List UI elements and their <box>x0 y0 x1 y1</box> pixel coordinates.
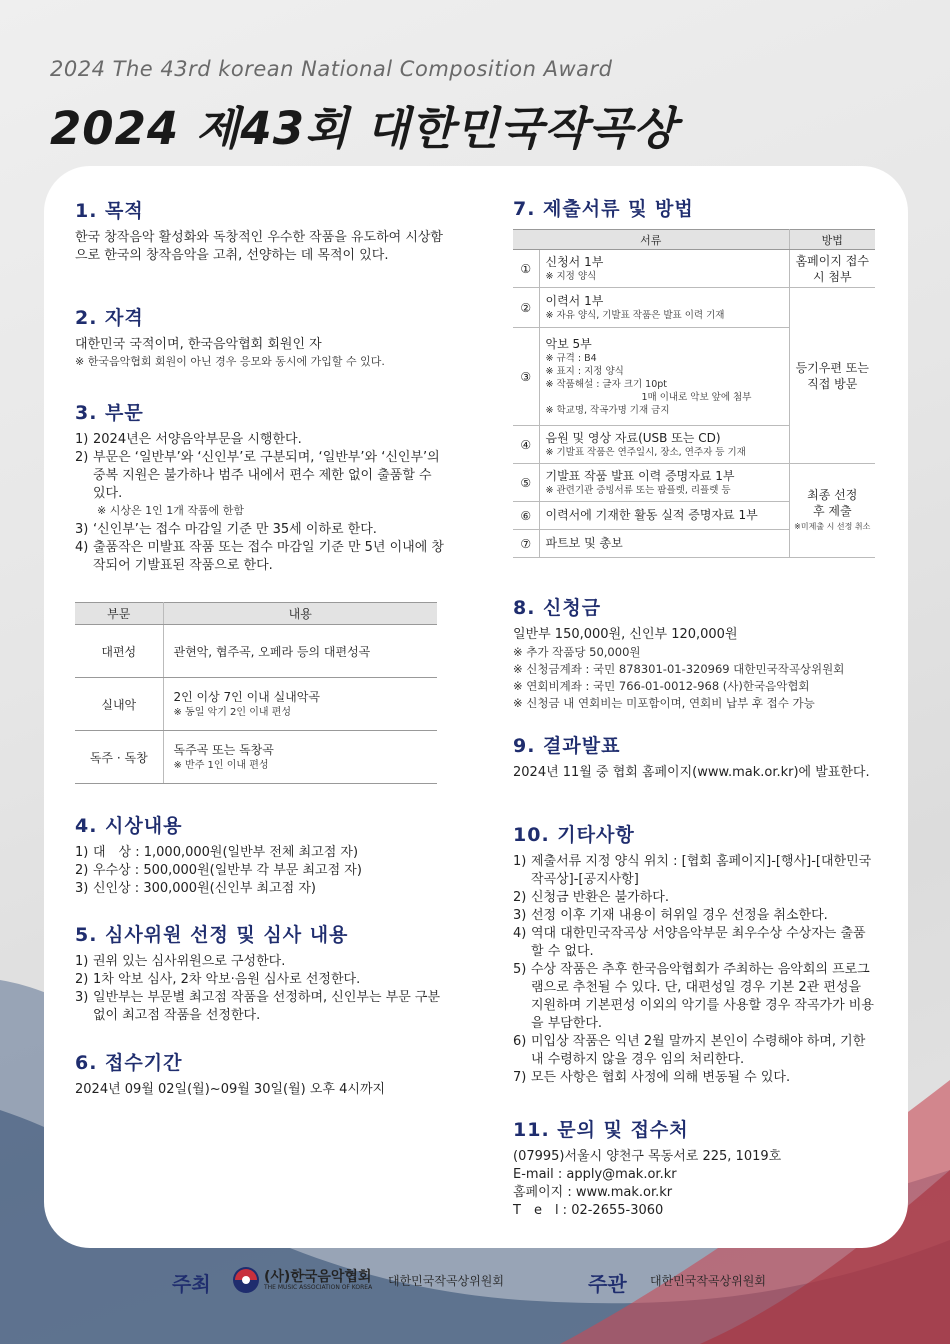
header-title: 2024 제43회 대한민국작곡상 <box>50 102 678 155</box>
item-text: 신청금 반환은 불가하다. <box>531 890 669 905</box>
table-cell: 실내악 <box>75 678 163 731</box>
cell-desc: 2인 이상 7인 이내 실내악곡 <box>173 689 320 704</box>
table-cell <box>539 250 789 288</box>
category-note: ※ 시상은 1인 1개 작품에 한함 <box>97 504 244 517</box>
eligibility-note: ※ 한국음악협회 회원이 아닌 경우 응모와 동시에 가입할 수 있다. <box>75 355 385 368</box>
item-text: ‘신인부’는 접수 마감일 기준 만 35세 이하로 한다. <box>93 522 377 537</box>
item-num: 1) <box>513 854 527 869</box>
row-num: ① <box>513 250 539 288</box>
section-prize <box>75 814 447 898</box>
cell-note: ※ 반주 1인 이내 편성 <box>173 759 269 771</box>
item-text: 수상 작품은 추후 한국음악협회가 주최하는 음악회의 프로그램으로 추천될 수 있다. 단, 대편성일 경우 기본 2관 편성을 지원하며 기본편성 이외의 악기를 사용할 경우 작곡가가 비용을 부담한다. <box>531 962 874 1031</box>
section-title: 11. 문의 및 접수처 <box>513 1119 689 1141</box>
item-num: 3) <box>75 990 89 1005</box>
item-text: 권위 있는 심사위원으로 구성한다. <box>93 954 286 969</box>
contact-line: 홈페이지 : www.mak.or.kr <box>513 1185 673 1200</box>
item-num: 2) <box>75 863 89 878</box>
item-text: 대 상 : 1,000,000원(일반부 전체 최고점 자) <box>93 845 359 860</box>
item-num: 3) <box>75 522 89 537</box>
section-title: 5. 심사위원 선정 및 심사 내용 <box>75 924 349 946</box>
item-num: 4) <box>513 926 527 941</box>
section-title: 2. 자격 <box>75 307 144 329</box>
result-body: 2024년 11월 중 협회 홈페이지(www.mak.or.kr)에 발표한다. <box>513 765 870 780</box>
list-item <box>75 953 447 971</box>
item-text: 일반부는 부문별 최고점 작품을 선정하며, 신인부는 부문 구분 없이 최고점 작품을 선정한다. <box>93 990 441 1023</box>
item-text: 역대 대한민국작곡상 서양음악부문 최우수상 수상자는 출품할 수 없다. <box>531 926 866 959</box>
section-category <box>75 401 447 575</box>
table-row <box>513 250 875 288</box>
table-cell <box>539 328 789 426</box>
fee-body: 일반부 150,000원, 신인부 120,000원 <box>513 627 738 642</box>
fee-note: ※ 신청금 내 연회비는 미포함이며, 연회비 납부 후 접수 가능 <box>513 696 815 710</box>
item-num: 5) <box>513 962 527 977</box>
item-text: 선정 이후 기재 내용이 허위일 경우 선정을 취소한다. <box>531 908 828 923</box>
item-num: 1) <box>75 432 89 447</box>
list-item <box>75 844 447 862</box>
section-etc <box>513 823 877 1087</box>
music-association-logo <box>232 1266 260 1298</box>
section-fee <box>513 596 877 712</box>
doc-note: 1매 이내로 악보 앞에 첨부 <box>641 391 752 403</box>
doc-note: ※ 작품해설 : 글자 크기 10pt <box>545 378 668 390</box>
table-row <box>513 464 875 502</box>
purpose-body: 한국 창작음악 활성화와 독창적인 우수한 작품을 유도하여 시상함으로 한국의 창작음악을 고취, 선양하는 데 목적이 있다. <box>75 230 443 263</box>
host-org-name: (사)한국음악협회 <box>264 1269 372 1285</box>
item-num: 3) <box>513 908 527 923</box>
table-cell: 대편성 <box>75 625 163 678</box>
table-cell <box>539 288 789 328</box>
host-org-committee: 대한민국작곡상위원회 <box>388 1274 504 1288</box>
doc-title: 음원 및 영상 자료(USB 또는 CD) <box>545 430 721 445</box>
item-text: 1차 악보 심사, 2차 악보·음원 심사로 선정한다. <box>93 972 361 987</box>
content-card <box>44 166 908 1248</box>
documents-table <box>513 229 875 558</box>
table-header: 내용 <box>163 603 437 625</box>
eligibility-body: 대한민국 국적이며, 한국음악협회 회원인 자 <box>75 337 322 352</box>
doc-title: 파트보 및 총보 <box>545 536 623 550</box>
item-num: 2) <box>513 890 527 905</box>
doc-note: ※ 기발표 작품은 연주일시, 장소, 연주자 등 기재 <box>545 446 746 458</box>
item-num: 6) <box>513 1034 527 1049</box>
cell-desc: 독주곡 또는 독창곡 <box>173 742 274 757</box>
table-row <box>75 731 437 784</box>
item-num: 1) <box>75 845 89 860</box>
row-num: ③ <box>513 328 539 426</box>
list-item <box>75 971 447 989</box>
cell-note: ※ 동일 악기 2인 이내 편성 <box>173 706 292 718</box>
section-jury <box>75 923 447 1025</box>
item-text: 부문은 ‘일반부’와 ‘신인부’로 구분되며, ‘일반부’와 ‘신인부’의 중복 지원은 불가하나 범주 내에서 편수 제한 없이 출품할 수 있다. <box>93 450 440 501</box>
doc-title: 신청서 1부 <box>545 254 604 269</box>
item-num: 3) <box>75 881 89 896</box>
table-header: 서류 <box>513 230 789 250</box>
host-label: 주최 <box>172 1272 211 1296</box>
section-title: 10. 기타사항 <box>513 824 635 846</box>
list-item <box>513 853 877 889</box>
list-item <box>513 925 877 961</box>
method-text: 최종 선정 후 제출 <box>807 487 858 518</box>
table-header: 방법 <box>789 230 875 250</box>
table-cell <box>539 464 789 502</box>
host-org-english: THE MUSIC ASSOCIATION OF KOREA <box>264 1284 373 1291</box>
row-num: ② <box>513 288 539 328</box>
doc-note: ※ 학교명, 작곡가명 기재 금지 <box>545 404 670 416</box>
table-row <box>513 288 875 328</box>
list-item <box>75 521 447 539</box>
section-contact <box>513 1118 877 1220</box>
period-body: 2024년 09월 02일(월)~09월 30일(월) 오후 4시까지 <box>75 1082 386 1097</box>
doc-note: ※ 자유 양식, 기발표 작품은 발표 이력 기재 <box>545 309 725 321</box>
item-text: 모든 사항은 협회 사정에 의해 변동될 수 있다. <box>531 1070 791 1085</box>
doc-note: ※ 표지 : 지정 양식 <box>545 365 624 377</box>
contact-line: E-mail : apply@mak.or.kr <box>513 1167 677 1182</box>
method-cell <box>789 464 875 558</box>
doc-title: 이력서에 기재한 활동 실적 증명자료 1부 <box>545 508 758 522</box>
header-subtitle: 2024 The 43rd korean National Composition Award <box>50 57 613 81</box>
organizer-org: 대한민국작곡상위원회 <box>650 1274 766 1288</box>
section-title: 3. 부문 <box>75 402 144 424</box>
item-text: 우수상 : 500,000원(일반부 각 부문 최고점 자) <box>93 863 362 878</box>
list-item <box>513 889 877 907</box>
section-title: 4. 시상내용 <box>75 815 183 837</box>
doc-note: ※ 지정 양식 <box>545 270 597 282</box>
method-note: ※미제출 시 선정 취소 <box>794 521 871 531</box>
section-title: 1. 목적 <box>75 200 144 222</box>
section-documents <box>513 197 877 558</box>
table-row <box>75 625 437 678</box>
section-eligibility <box>75 306 447 370</box>
contact-line: T e l : 02-2655-3060 <box>513 1203 664 1218</box>
section-result <box>513 734 877 782</box>
item-num: 2) <box>75 972 89 987</box>
footer <box>0 1262 950 1302</box>
table-header: 부문 <box>75 603 163 625</box>
fee-note: ※ 연회비계좌 : 국민 766-01-0012-968 (사)한국음악협회 <box>513 679 810 693</box>
item-num: 1) <box>75 954 89 969</box>
category-table-wrap <box>75 602 437 784</box>
list-item <box>513 1069 877 1087</box>
item-text: 미입상 작품은 익년 2월 말까지 본인이 수령해야 하며, 기한 내 수령하지 않을 경우 임의 처리한다. <box>531 1034 866 1067</box>
item-num: 7) <box>513 1070 527 1085</box>
fee-note: ※ 신청금계좌 : 국민 878301-01-320969 대한민국작곡상위원회 <box>513 662 845 676</box>
section-title: 7. 제출서류 및 방법 <box>513 198 694 220</box>
list-item <box>75 431 447 449</box>
table-row <box>75 678 437 731</box>
list-item <box>75 862 447 880</box>
table-cell <box>163 731 437 784</box>
list-item <box>75 880 447 898</box>
list-item <box>513 907 877 925</box>
fee-note: ※ 추가 작품당 50,000원 <box>513 645 641 659</box>
row-num: ⑥ <box>513 502 539 530</box>
category-table <box>75 602 437 784</box>
doc-note: ※ 규격 : B4 <box>545 352 597 364</box>
row-num: ④ <box>513 426 539 464</box>
section-purpose <box>75 199 447 265</box>
doc-title: 기발표 작품 발표 이력 증명자료 1부 <box>545 468 735 483</box>
row-num: ⑤ <box>513 464 539 502</box>
table-cell <box>539 530 789 558</box>
item-text: 신인상 : 300,000원(신인부 최고점 자) <box>93 881 316 896</box>
section-period <box>75 1051 447 1099</box>
item-num: 4) <box>75 540 89 555</box>
doc-title: 악보 5부 <box>545 336 592 351</box>
item-text: 출품작은 미발표 작품 또는 접수 마감일 기준 만 5년 이내에 창작되어 기발표된 작품으로 한다. <box>93 540 444 573</box>
list-item <box>75 989 447 1025</box>
doc-note: ※ 관련기관 증빙서류 또는 팜플렛, 리플렛 등 <box>545 484 731 496</box>
table-cell <box>539 426 789 464</box>
item-text: 제출서류 지정 양식 위치 : [협회 홈페이지]-[행사]-[대한민국작곡상]-[공지사항] <box>531 854 872 887</box>
row-num: ⑦ <box>513 530 539 558</box>
cell-desc: 관현악, 협주곡, 오페라 등의 대편성곡 <box>173 644 371 659</box>
item-num: 2) <box>75 450 89 465</box>
section-title: 9. 결과발표 <box>513 735 621 757</box>
doc-title: 이력서 1부 <box>545 293 604 308</box>
list-item <box>75 449 447 503</box>
table-cell <box>163 625 437 678</box>
method-cell: 등기우편 또는 직접 방문 <box>789 288 875 464</box>
organizer-label: 주관 <box>588 1272 627 1296</box>
table-cell <box>163 678 437 731</box>
section-title: 6. 접수기간 <box>75 1052 183 1074</box>
section-title: 8. 신청금 <box>513 597 602 619</box>
list-item <box>75 539 447 575</box>
table-cell: 독주 · 독창 <box>75 731 163 784</box>
list-item <box>513 961 877 1033</box>
table-cell <box>539 502 789 530</box>
method-cell: 홈페이지 접수 시 첨부 <box>789 250 875 288</box>
item-text: 2024년은 서양음악부문을 시행한다. <box>93 432 302 447</box>
list-item <box>513 1033 877 1069</box>
contact-line: (07995)서울시 양천구 목동서로 225, 1019호 <box>513 1149 782 1164</box>
